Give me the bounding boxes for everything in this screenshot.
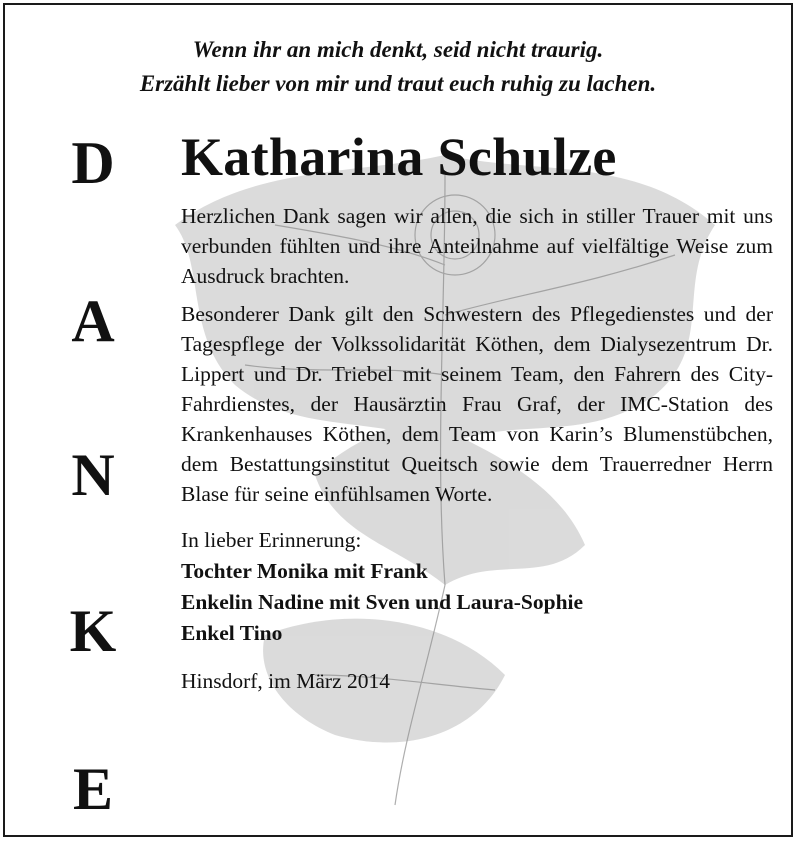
side-letter-d: D [71,130,115,196]
side-letter-k: K [69,598,117,664]
remembrance-intro: In lieber Erinnerung: [181,528,362,552]
family-line: Enkel Tino [181,621,283,645]
place-and-date: Hinsdorf, im März 2014 [181,669,390,693]
side-letter-e: E [72,756,114,822]
motto-line: Wenn ihr an mich denkt, seid nicht traurig. [192,37,604,62]
remembrance-block [181,525,773,649]
side-letter-n: N [71,442,115,508]
deceased-name: Katharina Schulze [181,127,617,187]
motto-line: Erzählt lieber von mir und traut euch ruhig zu lachen. [139,71,657,96]
message-body [181,201,773,696]
obituary-card [3,3,793,837]
special-thanks-paragraph: Besonderer Dank gilt den Schwestern des Pflegedienstes und der Tagespflege der Volkssolidarität Köthen, dem Dialysezentrum Dr. Lippert und Dr. Triebel mit seinem Team, den Fahrern des City-Fahrdienstes, der Hausärztin Frau Graf, der IMC-Station des Krankenhauses Köthen, dem Team von Karin’s Blumenstübchen, dem Bestattungsinstitut Queitsch sowie dem Trauerredner Herrn Blase für seine einfühlsamen Worte. [181,302,773,506]
family-line: Tochter Monika mit Frank [181,559,428,583]
thanks-paragraph: Herzlichen Dank sagen wir allen, die sich in stiller Trauer mit uns verbunden fühlten und ihre Anteilnahme auf vielfältige Weise zum Ausdruck brachten. [181,204,773,288]
side-letter-a: A [71,288,115,354]
motto-quote [5,33,791,101]
family-line: Enkelin Nadine mit Sven und Laura-Sophie [181,590,584,614]
